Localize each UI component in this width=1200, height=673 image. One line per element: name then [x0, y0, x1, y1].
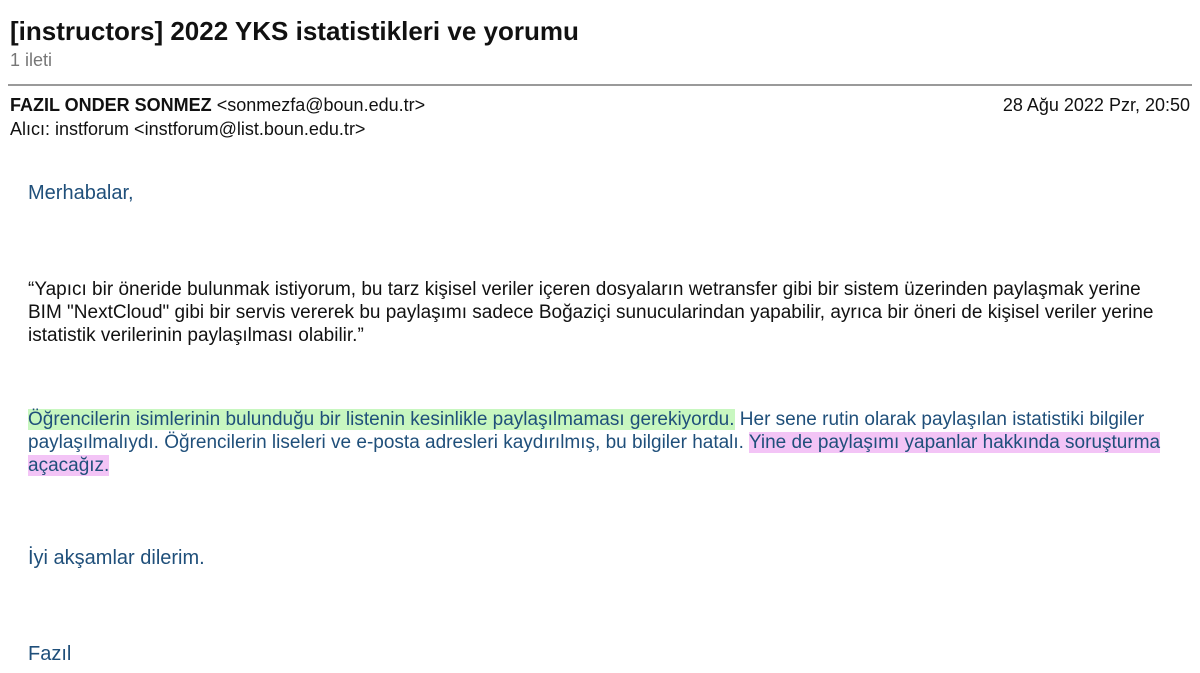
signature-text: Fazıl	[28, 643, 72, 665]
sender-line	[10, 95, 425, 116]
header-divider	[8, 84, 1192, 86]
highlight-green-text: Öğrencilerin isimlerinin bulunduğu bir listenin kesinlikle paylaşılmaması gerekiyordu.	[28, 409, 735, 430]
quoted-paragraph: “Yapıcı bir öneride bulunmak istiyorum, bu tarz kişisel veriler içeren dosyaların wetransfer gibi bir sistem üzerinden paylaşmak yerine BIM "NextCloud" gibi bir servis vererek bu paylaşımı sadece Boğaziçi sunucularindan yapabilir, ayrıca bir öneri de kişisel veriler yerine istatistik verilerinin paylaşılması olabilir.”	[28, 279, 1154, 346]
closing-text: İyi akşamlar dilerim.	[28, 547, 205, 569]
paragraph-text: Her sene rutin olarak paylaşılan istatistiki bilgiler paylaşılmalıydı. Öğrencilerin liseleri ve e-posta adresleri kaydırılmış, bu bilgiler hatalı.	[28, 409, 1145, 453]
sender-name[interactable]: FAZIL ONDER SONMEZ	[10, 95, 212, 115]
message-count: 1 ileti	[10, 50, 53, 70]
message-date: 28 Ağu 2022 Pzr, 20:50	[1002, 95, 1190, 115]
recipient-value: instforum <instforum@list.boun.edu.tr>	[55, 119, 366, 139]
sender-email[interactable]: <sonmezfa@boun.edu.tr>	[216, 95, 426, 115]
recipient-line	[10, 119, 365, 140]
email-subject: [instructors] 2022 YKS istatistikleri ve yorumu	[10, 16, 579, 46]
recipient-label: Alıcı:	[10, 119, 51, 139]
greeting-text: Merhabalar,	[28, 182, 134, 204]
main-paragraph	[28, 408, 1168, 477]
highlight-pink-text: Yine de paylaşımı yapanlar hakkında soruşturma açacağız.	[28, 432, 1161, 476]
